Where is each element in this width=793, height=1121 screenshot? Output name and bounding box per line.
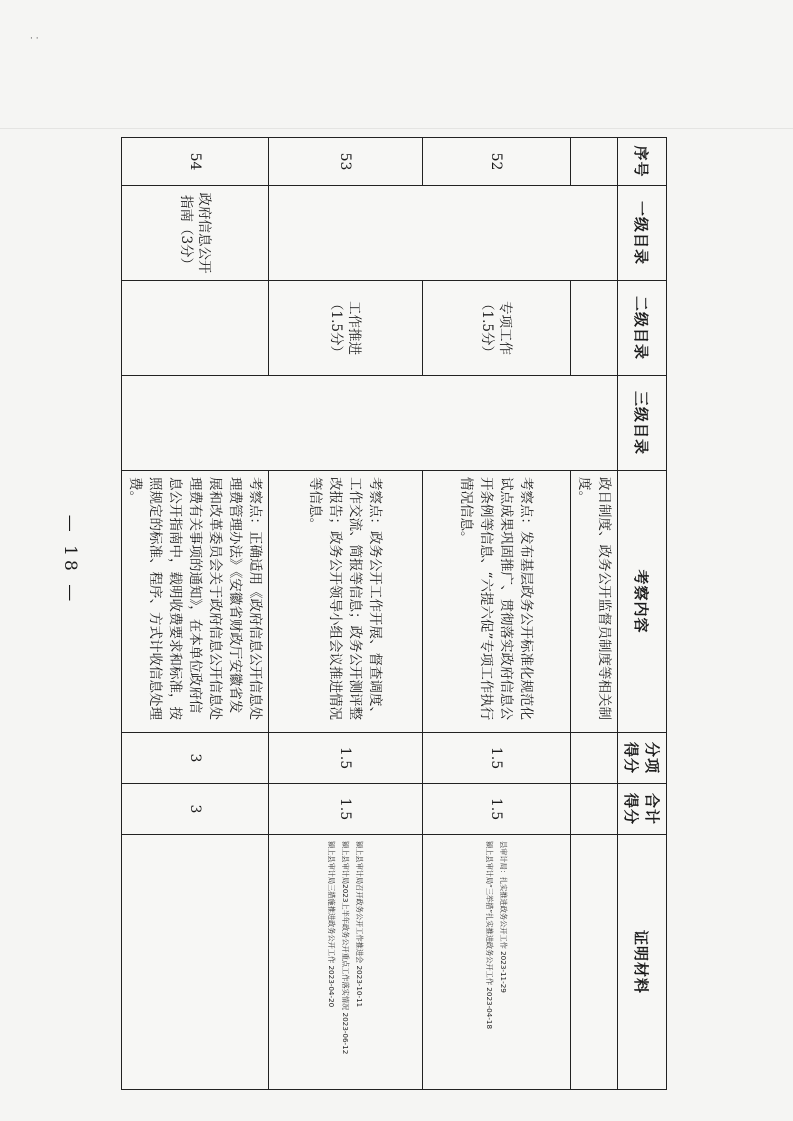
header-row — [618, 138, 667, 1090]
cell-total-score: 1.5 — [269, 784, 423, 835]
cell-proof — [423, 835, 571, 1090]
cell-content: 考察点：发布基层政务公开标准化规范化试点成果巩固推广、贯彻落实政府信息公开条例等信息、“六提六促”专项工作执行情况信息。 — [423, 471, 571, 733]
proof-line: 颍上县审计局三措施推进政务公开工作 2023-04-20 — [327, 841, 337, 1008]
proof-line: 颍上县审计局召开政务公开工作推进会 2023-10-11 — [355, 841, 365, 1008]
table-row — [122, 138, 269, 1090]
cell-proof-empty — [122, 835, 269, 1090]
cell-level2-empty — [571, 281, 618, 376]
cell-seq: 54 — [122, 138, 269, 186]
cell-level2-empty — [122, 281, 269, 376]
proof-line: 颍上县审计局“三举措”扎实推进政务公开工作 2023-04-18 — [485, 841, 495, 1030]
cell-item-score — [571, 733, 618, 784]
cell-level2: 专项工作（1.5分） — [423, 281, 571, 376]
cell-content: 考察点：正确适用《政府信息公开信息处理费管理办法》《安徽省财政厅安徽省发展和改革委员会关于政府信息公开信息处理费有关事项的通知》，在本单位政府信息公开指南中，载明收费要求和标准，按照规定的标准、程序、方式计收信息处理费。 — [122, 471, 269, 733]
header-proof: 证明材料 — [618, 835, 667, 1090]
page-number: — 18 — — [60, 514, 80, 606]
cell-level2: 工作推进（1.5分） — [269, 281, 423, 376]
cell-item-score: 3 — [122, 733, 269, 784]
cell-proof-empty — [571, 835, 618, 1090]
cell-total-score: 3 — [122, 784, 269, 835]
cell-level1-empty — [269, 186, 618, 281]
cell-content: 考察点：政务公开工作开展、督查调度、工作交流、简报等信息；政务公开测评整改报告；政务公开领导小组会议推进情况等信息。 — [269, 471, 423, 733]
cell-proof — [269, 835, 423, 1090]
cell-total-score: 1.5 — [423, 784, 571, 835]
header-seq: 序号 — [618, 138, 667, 186]
cell-total-score — [571, 784, 618, 835]
scan-edge-line — [0, 128, 793, 129]
cell-item-score: 1.5 — [423, 733, 571, 784]
cell-level3-empty — [122, 376, 618, 471]
cell-content: 政日制度、政务公开监督员制度等相关制度。 — [571, 471, 618, 733]
cell-level1: 政府信息公开指南（3分） — [122, 186, 269, 281]
cell-seq: 52 — [423, 138, 571, 186]
header-level3: 三级目录 — [618, 376, 667, 471]
header-level2: 二级目录 — [618, 281, 667, 376]
table-row — [269, 138, 423, 1090]
header-content: 考察内容 — [618, 471, 667, 733]
table-row — [423, 138, 571, 1090]
evaluation-table-rotated — [127, 137, 667, 1055]
scan-marks: · · — [30, 34, 39, 44]
header-total-score: 合计得分 — [618, 784, 667, 835]
evaluation-table — [121, 137, 667, 1090]
header-item-score: 分项得分 — [618, 733, 667, 784]
proof-line: 颍上县审计局2023上半年政务公开重点工作落实情况 2023-06-12 — [341, 841, 351, 1055]
header-level1: 一级目录 — [618, 186, 667, 281]
cell-seq — [571, 138, 618, 186]
cell-item-score: 1.5 — [269, 733, 423, 784]
cell-seq: 53 — [269, 138, 423, 186]
proof-line: 县审计局：扎实推进政务公开工作 2023-11-29 — [499, 841, 509, 993]
table-row — [571, 138, 618, 1090]
